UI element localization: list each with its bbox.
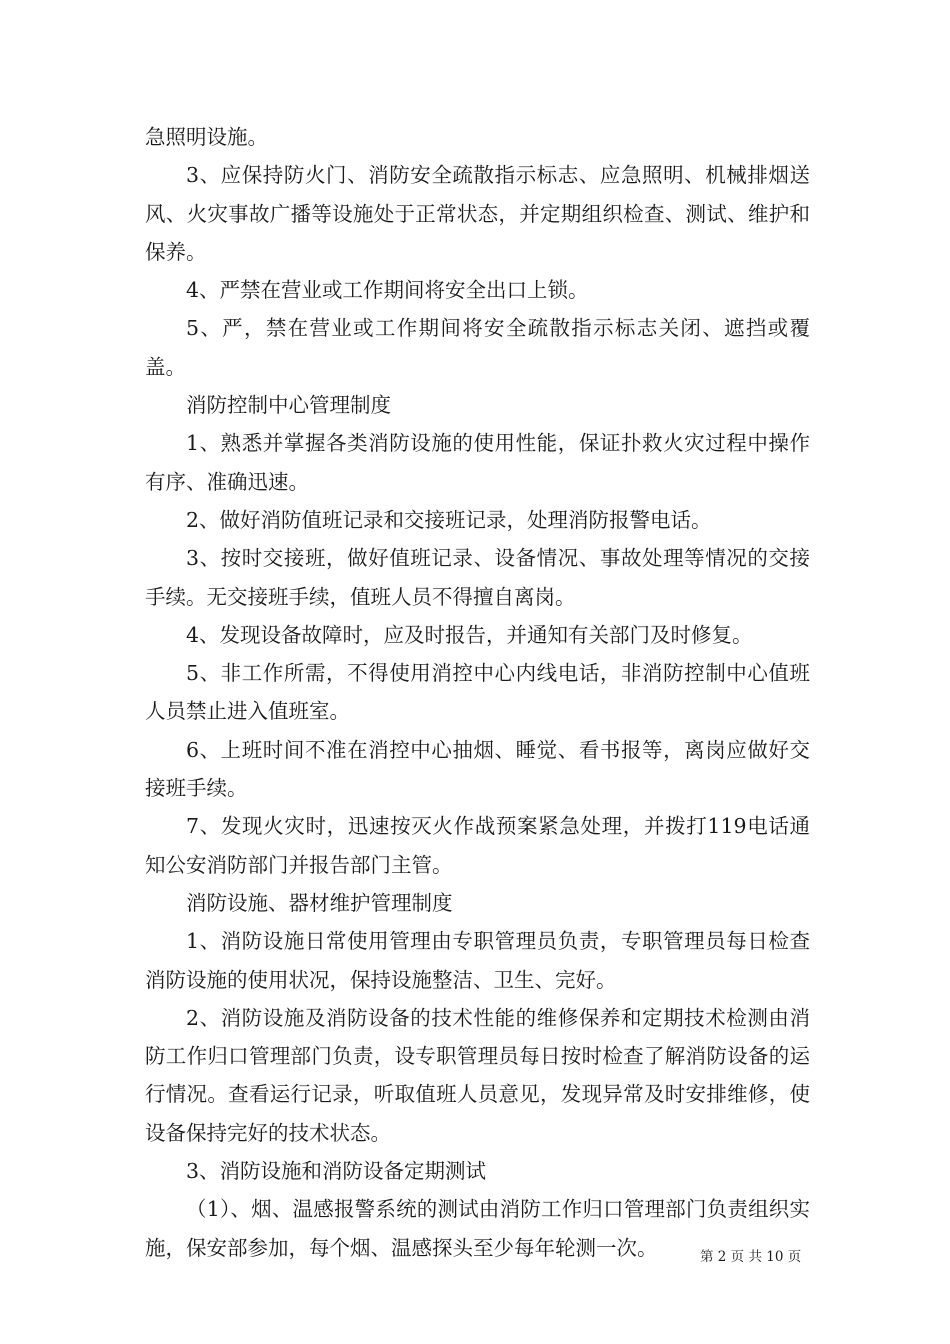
- paragraph-14: 2、消防设施及消防设备的技术性能的维修保养和定期技术检测由消防工作归口管理部门负责，设专职管理员每日按时检查了解消防设备的运行情况。查看运行记录，听取值班人员意见，发现异常及时安排维修，使设备保持完好的技术状态。: [145, 1005, 810, 1145]
- paragraph-2: 4、严禁在营业或工作期间将安全出口上锁。: [186, 278, 589, 303]
- paragraph-11: 7、发现火灾时，迅速按灭火作战预案紧急处理，并拨打119电话通知公安消防部门并报告部门主管。: [145, 814, 810, 877]
- paragraph-7: 3、按时交接班，做好值班记录、设备情况、事故处理等情况的交接手续。无交接班手续，值班人员不得擅自离岗。: [145, 546, 810, 609]
- paragraph-16: （1）、烟、温感报警系统的测试由消防工作归口管理部门负责组织实施，保安部参加，每个烟、温感探头至少每年轮测一次。: [145, 1197, 810, 1260]
- paragraph-15: 3、消防设施和消防设备定期测试: [186, 1159, 487, 1184]
- page-number-footer: 第 2 页 共 10 页: [700, 1249, 802, 1265]
- paragraph-0: 急照明设施。: [145, 125, 268, 149]
- section-heading-fire-control-center: 消防控制中心管理制度: [186, 393, 391, 418]
- paragraph-5: 1、熟悉并掌握各类消防设施的使用性能，保证扑救火灾过程中操作有序、准确迅速。: [145, 431, 810, 494]
- paragraph-9: 5、非工作所需，不得使用消控中心内线电话，非消防控制中心值班人员禁止进入值班室。: [145, 661, 810, 724]
- paragraph-8: 4、发现设备故障时，应及时报告，并通知有关部门及时修复。: [186, 622, 753, 647]
- paragraph-6: 2、做好消防值班记录和交接班记录，处理消防报警电话。: [186, 507, 712, 532]
- paragraph-13: 1、消防设施日常使用管理由专职管理员负责，专职管理员每日检查消防设施的使用状况，保持设施整洁、卫生、完好。: [145, 929, 810, 992]
- paragraph-1: 3、应保持防火门、消防安全疏散指示标志、应急照明、机械排烟送风、火灾事故广播等设施处于正常状态，并定期组织检查、测试、维护和保养。: [145, 163, 810, 264]
- paragraph-3: 5、严，禁在营业或工作期间将安全疏散指示标志关闭、遮挡或覆盖。: [145, 316, 810, 379]
- paragraph-10: 6、上班时间不准在消控中心抽烟、睡觉、看书报等，离岗应做好交接班手续。: [145, 737, 810, 801]
- section-heading-equipment-maintenance: 消防设施、器材维护管理制度: [186, 890, 453, 915]
- document-body: [145, 118, 810, 1267]
